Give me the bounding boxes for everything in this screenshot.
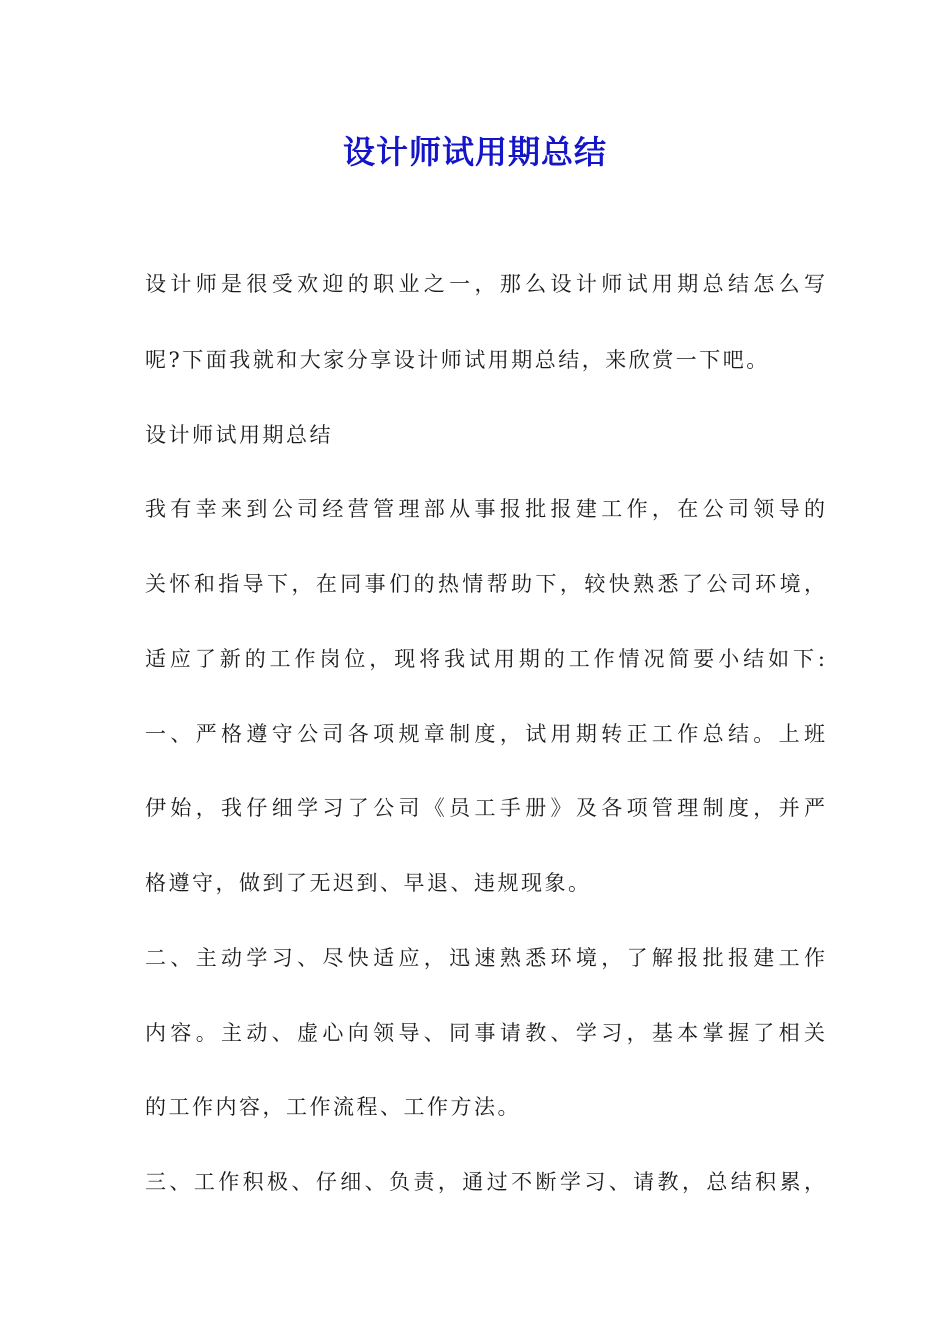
paragraph-line: 二、主动学习、尽快适应，迅速熟悉环境，了解报批报建工作 — [145, 946, 825, 970]
paragraph-line: 关怀和指导下，在同事们的热情帮助下，较快熟悉了公司环境， — [145, 572, 825, 596]
paragraph-line: 格遵守，做到了无迟到、早退、违规现象。 — [145, 871, 592, 895]
document-title: 设计师试用期总结 — [342, 133, 607, 171]
paragraph-line: 呢?下面我就和大家分享设计师试用期总结，来欣赏一下吧。 — [145, 348, 770, 372]
paragraph-line: 我有幸来到公司经营管理部从事报批报建工作，在公司领导的 — [145, 497, 825, 521]
paragraph-line: 三、工作积极、仔细、负责，通过不断学习、请教，总结积累， — [145, 1170, 825, 1194]
paragraph-line: 内容。主动、虚心向领导、同事请教、学习，基本掌握了相关 — [145, 1021, 825, 1045]
paragraph-line: 的工作内容，工作流程、工作方法。 — [145, 1095, 521, 1119]
paragraph-line: 设计师是很受欢迎的职业之一，那么设计师试用期总结怎么写 — [145, 272, 825, 296]
paragraph-line: 适应了新的工作岗位，现将我试用期的工作情况简要小结如下: — [145, 647, 825, 671]
paragraph-line: 伊始，我仔细学习了公司《员工手册》及各项管理制度，并严 — [145, 796, 825, 820]
paragraph-line: 一、严格遵守公司各项规章制度，试用期转正工作总结。上班 — [145, 722, 825, 746]
section-heading: 设计师试用期总结 — [145, 423, 333, 447]
